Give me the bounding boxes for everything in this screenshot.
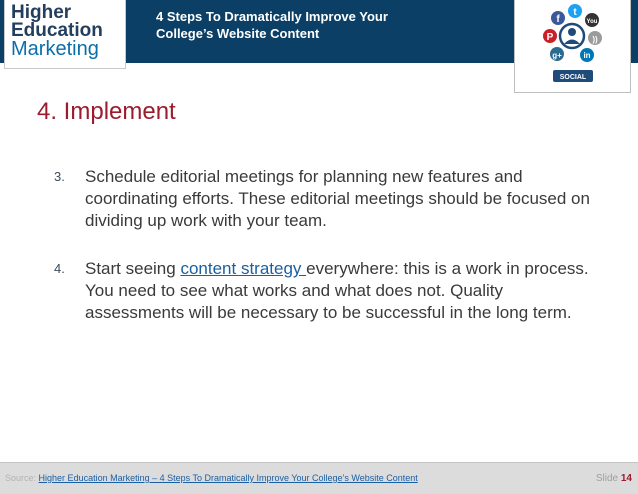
slide-number [596,473,632,484]
list-item-number: 3. [54,169,65,184]
svg-text:f: f [556,14,560,25]
slide-heading: 4. Implement [37,98,176,125]
svg-text:P: P [546,32,554,43]
rss-icon [588,31,602,45]
source-citation [5,473,418,483]
list-item-number: 4. [54,261,65,276]
user-icon [560,24,584,48]
svg-text:You: You [586,19,598,25]
content-strategy-link[interactable]: content strategy [180,259,307,278]
youtube-icon [585,13,599,27]
presentation-title [156,8,486,42]
twitter-icon [568,4,582,18]
svg-text:)): )) [592,35,598,44]
slide-number-value: 14 [620,473,632,484]
list-item-text: Schedule editorial meetings for planning new features and coordinating efforts. These editorial meetings should be focused on dividing up work with your team. [85,167,590,230]
svg-text:in: in [583,51,591,60]
slide-label: Slide [595,473,619,484]
text-before-link: Start seeing [85,259,181,278]
higher-education-marketing-logo[interactable] [4,0,126,69]
logo-text-line3: Marketing [11,38,99,60]
svg-text:t: t [573,7,577,18]
facebook-icon [551,11,565,25]
linkedin-icon [580,48,594,62]
text-after-link: everywhere: this is a work in process. You need to see what works and what does not. Quality assessments will be necessary to be successful in the long term. [85,259,589,322]
pinterest-icon [543,29,557,43]
source-link[interactable]: Higher Education Marketing – 4 Steps To Dramatically Improve Your College’s Website Content [38,473,418,483]
logo-text-line1: Higher [11,2,72,23]
svg-text:g+: g+ [552,51,562,60]
social-label: SOCIAL [559,74,587,81]
source-label: Source: [5,473,37,483]
footer-bar [0,462,638,494]
list-item-text [85,258,590,324]
title-line-2: College’s Website Content [156,26,320,41]
title-line-1: 4 Steps To Dramatically Improve Your [156,9,388,24]
social-badge [514,0,631,93]
logo-text-line2: Education [11,20,103,41]
social-icons-graphic [515,0,630,92]
google-plus-icon [550,47,564,61]
